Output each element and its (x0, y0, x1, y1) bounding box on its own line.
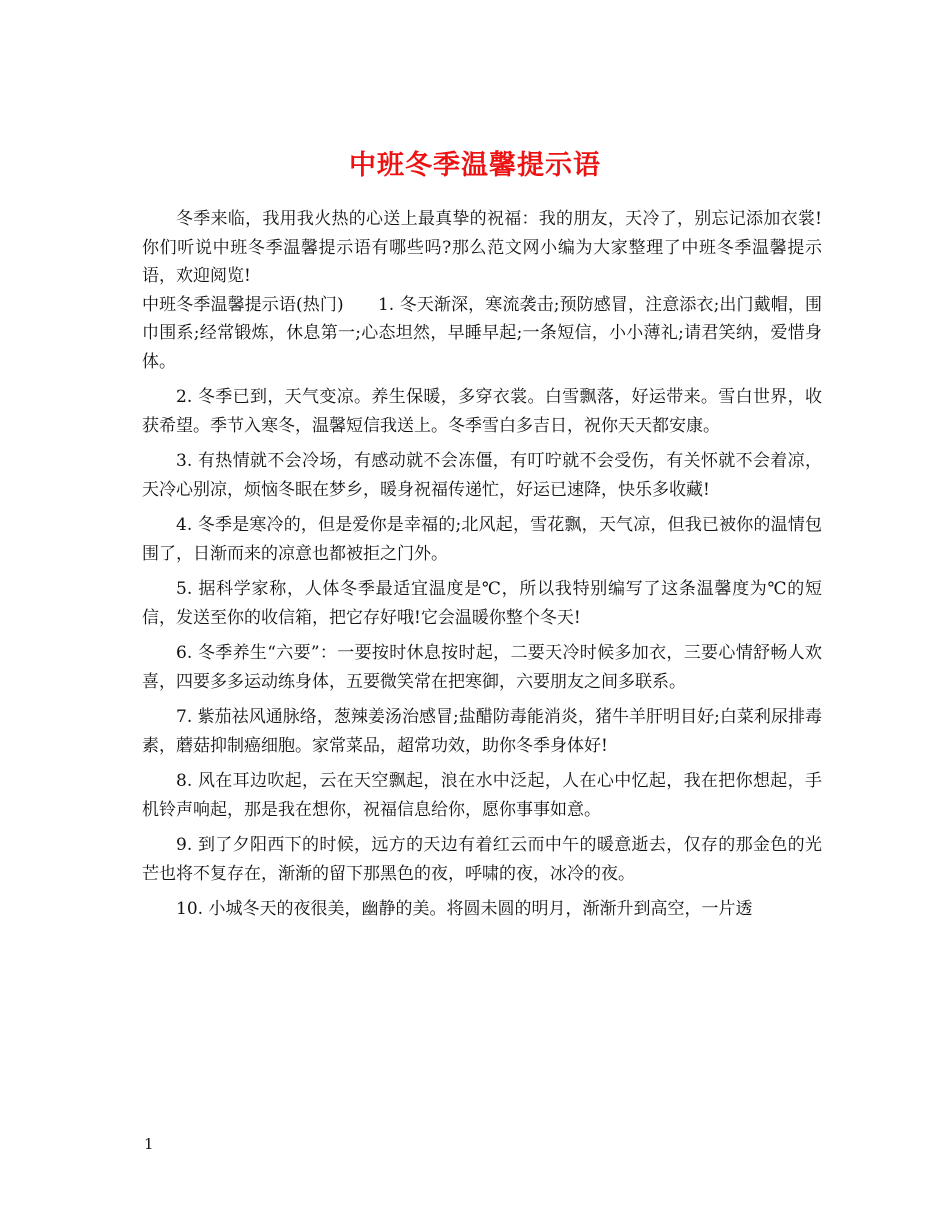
paragraph-5: 5. 据科学家称，人体冬季最适宜温度是℃，所以我特别编写了这条温馨度为℃的短信，发送至你的收信箱，把它存好哦!它会温暖你整个冬天! (142, 579, 822, 628)
page-number: 1 (144, 1135, 154, 1153)
paragraph-8: 8. 风在耳边吹起，云在天空飘起，浪在水中泛起，人在心中忆起，我在把你想起，手机铃声响起，那是我在想你，祝福信息给你，愿你事事如意。 (142, 771, 822, 820)
document-body (142, 205, 822, 924)
paragraph-1: 中班冬季温馨提示语(热门) 1. 冬天渐深，寒流袭击;预防感冒，注意添衣;出门戴帽，围巾围系;经常锻炼，休息第一;心态坦然，早睡早起;一条短信，小小薄礼;请君笑纳，爱惜身体。 (142, 294, 822, 372)
paragraph-6: 6. 冬季养生“六要”：一要按时休息按时起，二要天冷时候多加衣，三要心情舒畅人欢喜，四要多多运动练身体，五要微笑常在把寒御，六要朋友之间多联系。 (142, 643, 822, 692)
paragraph-7: 7. 紫茄祛风通脉络，葱辣姜汤治感冒;盐醋防毒能消炎，猪牛羊肝明目好;白菜利尿排毒素，蘑菇抑制癌细胞。家常菜品，超常功效，助你冬季身体好! (142, 707, 822, 756)
paragraph-intro: 冬季来临，我用我火热的心送上最真挚的祝福：我的朋友，天冷了，别忘记添加衣裳!你们听说中班冬季温馨提示语有哪些吗?那么范文网小编为大家整理了中班冬季温馨提示语，欢迎阅览! (142, 209, 822, 286)
paragraph-10: 10. 小城冬天的夜很美，幽静的美。将圆未圆的明月，渐渐升到高空，一片透 (176, 899, 753, 919)
paragraph-3: 3. 有热情就不会冷场，有感动就不会冻僵，有叮咛就不会受伤，有关怀就不会着凉，天冷心别凉，烦恼冬眠在梦乡，暖身祝福传递忙，好运已速降，快乐多收藏! (142, 451, 822, 500)
document-title: 中班冬季温馨提示语 (349, 150, 601, 182)
paragraph-2: 2. 冬季已到，天气变凉。养生保暖，多穿衣裳。白雪飘落，好运带来。雪白世界，收获希望。季节入寒冬，温馨短信我送上。冬季雪白多吉日，祝你天天都安康。 (142, 387, 822, 436)
paragraph-9: 9. 到了夕阳西下的时候，远方的天边有着红云而中午的暖意逝去，仅存的那金色的光芒也将不复存在，渐渐的留下那黑色的夜，呼啸的夜，冰冷的夜。 (142, 835, 822, 884)
paragraph-4: 4. 冬季是寒冷的，但是爱你是幸福的;北风起，雪花飘，天气凉，但我已被你的温情包围了，日渐而来的凉意也都被拒之门外。 (142, 515, 822, 564)
